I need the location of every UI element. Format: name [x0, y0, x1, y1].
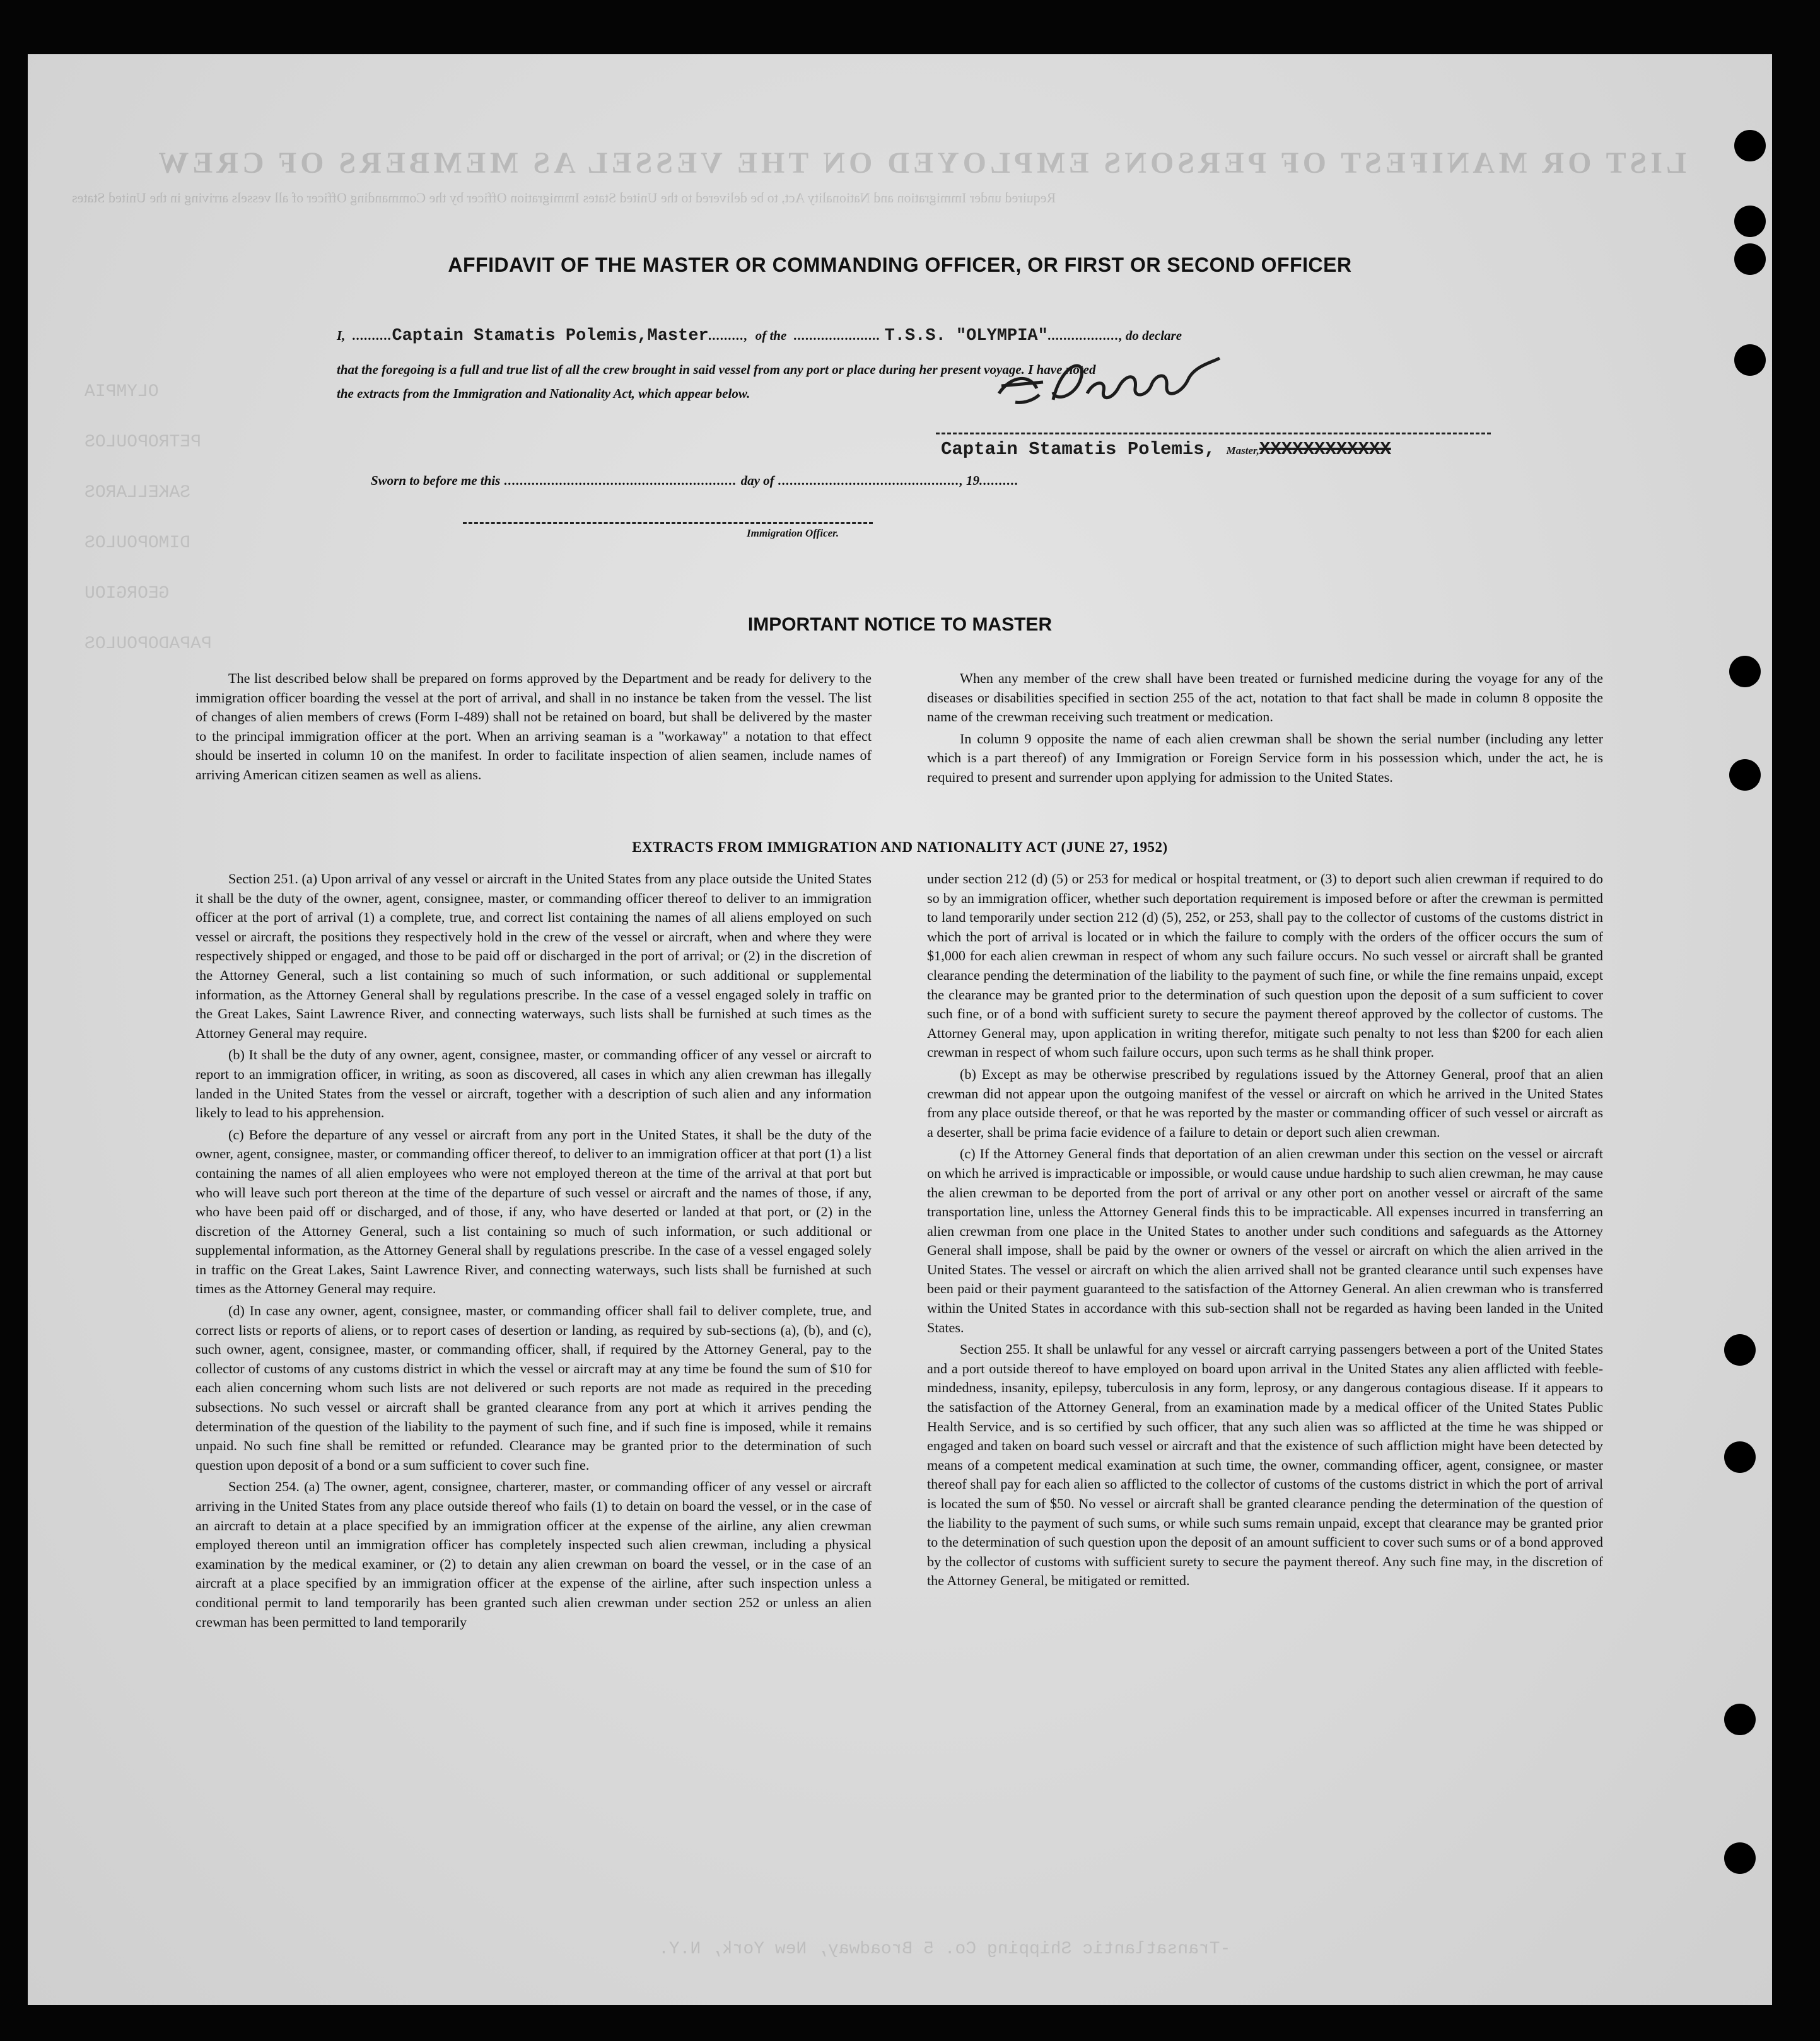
section-254a-continued: under section 212 (d) (5) or 253 for medical or hospital treatment, or (3) to deport such alien crewman if required to do so by an immigration officer, whether such deportation requirement is imposed before or after the crewman is permitted to land temporarily under section 212 (d) (5), 252, or 253, shall pay to the collector of customs of the customs district in which the port of arrival is located or in which the failure to comply with the orders of the officer occurs the sum of $1,000 for each alien crewman in respect of whom any such failure occurs. No such vessel or aircraft shall be granted clearance pending the determination of the liability to the payment of such fine, or while the fine remains unpaid, except the clearance may be granted prior to the determination of such question upon the deposit of a sum sufficient to cover such fine, or of a bond with sufficient surety to secure the payment thereof approved by the collector of customs. The Attorney General may, upon application in writing therefor, mitigate such penalty to not less than $200 for each alien crewman in respect of whom such failure occurs, upon such terms as he shall think proper.: [927, 871, 1603, 1061]
punch-hole: [1724, 1842, 1756, 1874]
section-251c: (c) Before the departure of any vessel or aircraft from any port in the United States, it shall be the duty of the owner, agent, consignee, master, or commanding officer thereof, to deliver to an immigration officer at that port (1) a list containing the names of all alien employees who were not employed thereon at the time of the arrival at that port but who will leave such port thereon at the time of the departure of such vessel or aircraft and the names of those, if any, who have been paid off or discharged, and of those, if any, who have deserted or landed at that port, or (2) in the discretion of the Attorney General, such a list containing so much of such information, or such additional or supplemental information, as the Attorney General shall by regulations prescribe. In the case of a vessel engaged solely in traffic on the Great Lakes, Saint Lawrence River, and connecting waterways, such lists shall be furnished at such times as the Attorney General may require.: [195, 1126, 872, 1297]
punch-hole: [1729, 656, 1761, 687]
do-declare-label: , do declare: [1119, 328, 1182, 343]
extracts-left-column: [195, 869, 872, 1634]
sworn-line: Sworn to before me this ........................................................... day of .............................................., 19..........: [371, 473, 1019, 488]
document-page: [28, 54, 1772, 2005]
vessel-name-typed: T.S.S. "OLYMPIA": [884, 327, 1048, 346]
day-of-label: day of: [740, 473, 774, 488]
signature-line: [936, 433, 1491, 434]
sworn-label: Sworn to before me this: [371, 473, 501, 488]
section-255: Section 255. It shall be unlawful for any vessel or aircraft carrying passengers between a port of the United States and a port outside thereof to have employed on board upon arrival in the United States any alien afflicted with feeble-mindedness, insanity, epilepsy, tuberculosis in any form, leprosy, or any dangerous contagious disease. If it appears to the satisfaction of the Attorney General, from an examination made by a medical officer of the United States Public Health Service, and is so certified by such officer, that any such alien was so afflicted at the time he was shipped or engaged and taken on board such vessel or aircraft and that the existence of such affliction might have been detected by means of a competent medical examination at such time, the owner, commanding officer, agent, consignee, or master thereof shall pay for each alien so afflicted to the collector of customs of the customs district in which the port of arrival is located the sum of $50. No vessel or aircraft shall be granted clearance pending the determination of the question of the liability to the payment of such sums, or while such sums remain unpaid, except that clearance may be granted prior to the determination of such question upon the deposit of an amount sufficient to cover such sums or of a bond approved by the collector of customs with sufficient surety to secure the payment thereof. Any such fine may, in the discretion of the Attorney General, be mitigated or remitted.: [927, 1341, 1603, 1589]
notice-right-column: [927, 669, 1603, 790]
bleed-name-row: GEORGIOU: [85, 584, 170, 603]
immigration-officer-label: Immigration Officer.: [747, 527, 839, 539]
section-251d: (d) In case any owner, agent, consignee, master, or commanding officer shall fail to deliver complete, true, and correct lists or reports of aliens, or to report cases of desertion or landing, as required by sub-sections (a), (b), and (c), such owner, agent, consignee, master, or commanding officer, shall, if required by the Attorney General, pay to the collector of customs of any customs district in which the vessel or aircraft may at any time be found the sum of $10 for each alien concerning whom such lists are not delivered or such reports are not made as required in the preceding subsections. No such vessel or aircraft shall be granted clearance from any port at which it arrives pending the determination of the question of the liability to the payment of such fine, and if such fine is imposed, while it remains unpaid. No such fine shall be remitted or refunded. Clearance may be granted prior to the determination of such question upon deposit of a bond or a sum sufficient to cover such fine.: [195, 1303, 872, 1473]
bleed-header: LIST OR MANIFEST OF PERSONS EMPLOYED ON THE VESSEL AS MEMBERS OF CREW: [155, 146, 1686, 180]
notice-title: IMPORTANT NOTICE TO MASTER: [747, 614, 1053, 635]
master-label: Master,: [1226, 445, 1259, 456]
declaration-line-1: I, ..........Captain Stamatis Polemis,Master........., of the ...................... T.S.S. "OLYMPIA".................., do declare: [337, 327, 1182, 346]
struck-text: XXXXXXXXXXXX: [1259, 439, 1391, 460]
punch-hole: [1734, 344, 1766, 376]
signature-typed: Captain Stamatis Polemis,: [941, 439, 1216, 460]
section-251a: Section 251. (a) Upon arrival of any vessel or aircraft in the United States from any place outside the United States it shall be the duty of the owner, agent, consignee, master, or commanding officer thereof to deliver to an immigration officer at the port of arrival (1) a complete, true, and correct list containing the names of all aliens employed on such vessel or aircraft, the positions they respectively hold in the crew of the vessel or aircraft, when and where they were respectively shipped or engaged, and those to be paid off or discharged in the port of arrival; or (2) in the discretion of the Attorney General, such a list containing so much of such information, or such additional or supplemental information, as the Attorney General shall by regulations prescribe. In the case of a vessel engaged solely in traffic on the Great Lakes, Saint Lawrence River, and connecting waterways, such lists shall be furnished at such times as the Attorney General may require.: [195, 871, 872, 1041]
of-the-label: of the: [755, 328, 787, 343]
punch-hole: [1729, 759, 1761, 791]
bleed-name-row: PETROPOULOS: [85, 433, 201, 452]
section-251b: (b) It shall be the duty of any owner, agent, consignee, master, or commanding officer of any vessel or aircraft to report to an immigration officer, in writing, as soon as discovered, all cases in which any alien crewman has illegally landed in the United States from the vessel or aircraft, together with a description of such alien and any information likely to lead to his apprehension.: [195, 1047, 872, 1121]
extracts-right-column: [927, 869, 1603, 1593]
punch-hole: [1724, 1441, 1756, 1473]
bleed-name-row: OLYMPIA: [85, 382, 159, 402]
punch-hole: [1734, 130, 1766, 161]
year-label: , 19: [959, 473, 979, 488]
affidavit-heading: AFFIDAVIT OF THE MASTER OR COMMANDING OFFICER, OR FIRST OR SECOND OFFICER: [448, 253, 1352, 276]
signature-block: [941, 439, 1391, 460]
punch-hole: [1734, 206, 1766, 237]
i-label: I,: [337, 328, 346, 343]
notice-paragraph: In column 9 opposite the name of each alien crewman shall be shown the serial number (including any letter which is a part thereof) of any Immigration or Foreign Service form in his possession which, under the act, he is required to present and surrender upon applying for admission to the United States.: [927, 730, 1603, 785]
declaration-line-2: that the foregoing is a full and true list of all the crew brought in said vessel from any port or place during her present voyage. I have noted: [337, 362, 1096, 377]
punch-hole: [1724, 1334, 1756, 1366]
notice-paragraph: When any member of the crew shall have been treated or furnished medicine during the voyage for any of the diseases or disabilities specified in section 255 of the act, notation to that fact shall be made in column 8 opposite the name of the crewman receiving such treatment or medication.: [927, 670, 1603, 725]
bleed-name-row: SAKELLAROS: [85, 483, 191, 503]
punch-hole: [1724, 1704, 1756, 1735]
section-254a: Section 254. (a) The owner, agent, consignee, charterer, master, or commanding officer of any vessel or aircraft arriving in the United States from any place outside thereof who fails (1) to detain on board the vessel, or in the case of an aircraft to detain at a place specified by an immigration officer at the expense of the airline, any alien crewman employed thereon until an immigration officer has completely inspected such alien crewman, including a physical examination by the medical examiner, or (2) to detain any alien crewman on board the vessel, or in the case of an aircraft at a place specified by an immigration officer at the expense of the airline, after such inspection unless a conditional permit to land temporarily has been granted such alien crewman under section 252 or unless an alien crewman has been permitted to land temporarily: [195, 1479, 872, 1630]
notice-left-column: [195, 669, 872, 788]
bleed-name-row: DIMOPOULOS: [85, 533, 191, 553]
master-name-typed: Captain Stamatis Polemis,Master: [392, 327, 709, 346]
bleed-name-row: PAPADOPOULOS: [85, 634, 212, 654]
notice-paragraph: The list described below shall be prepared on forms approved by the Department and be ready for delivery to the immigration officer boarding the vessel at the port of arrival, and shall in no instance be taken from the vessel. The list of changes of alien members of crews (Form I-489) shall not be retained on board, but shall be delivered by the master to the principal immigration officer at the port. When an arriving seaman is a "workaway" a notation to that effect should be inserted in column 10 on the manifest. In order to facilitate inspection of alien seamen, include names of arriving American citizen seamen as well as aliens.: [195, 670, 872, 782]
immigration-officer-line: [463, 522, 873, 524]
extracts-title: EXTRACTS FROM IMMIGRATION AND NATIONALITY ACT (JUNE 27, 1952): [632, 839, 1168, 855]
bleed-subheader: Required under Immigration and Nationality Act, to be delivered to the United States Immigration Officer by the Commanding Officer of all vessels arriving in the United States: [72, 190, 1056, 206]
section-254b: (b) Except as may be otherwise prescribed by regulations issued by the Attorney General, proof that an alien crewman did not appear upon the outgoing manifest of the vessel or aircraft on which he arrived in the United States from any place outside thereof, or that he was reported by the master or commanding officer of such vessel or aircraft as a deserter, shall be prima facie evidence of a failure to detain or deport such alien crewman.: [927, 1066, 1603, 1140]
section-254c: (c) If the Attorney General finds that deportation of an alien crewman under this section on the vessel or aircraft on which he arrived is impracticable or impossible, or would cause undue hardship to such alien crewman, he may cause the alien crewman to be deported from the port of arrival or any other port on another vessel or aircraft of the same transportation line, unless the Attorney General finds this to be impracticable. All expenses incurred in transferring an alien crewman from one place in the United States to another under such conditions and safeguards as the Attorney General shall impose, shall be paid by the owner or owners of the vessel or aircraft on which the alien arrived in the United States. The vessel or aircraft on which the alien arrived shall not be granted clearance until such expenses have been paid or their payment guaranteed to the satisfaction of the Attorney General. An alien crewman who is transferred within the United States in accordance with this sub-section shall not be regarded as having been landed in the United States.: [927, 1146, 1603, 1335]
bleed-footer: -Transatlantic Shipping Co. 5 Broadway, New York, N.Y.: [658, 1939, 1231, 1959]
declaration-line-3: the extracts from the Immigration and Nationality Act, which appear below.: [337, 386, 750, 401]
handwritten-signature: [993, 349, 1232, 419]
